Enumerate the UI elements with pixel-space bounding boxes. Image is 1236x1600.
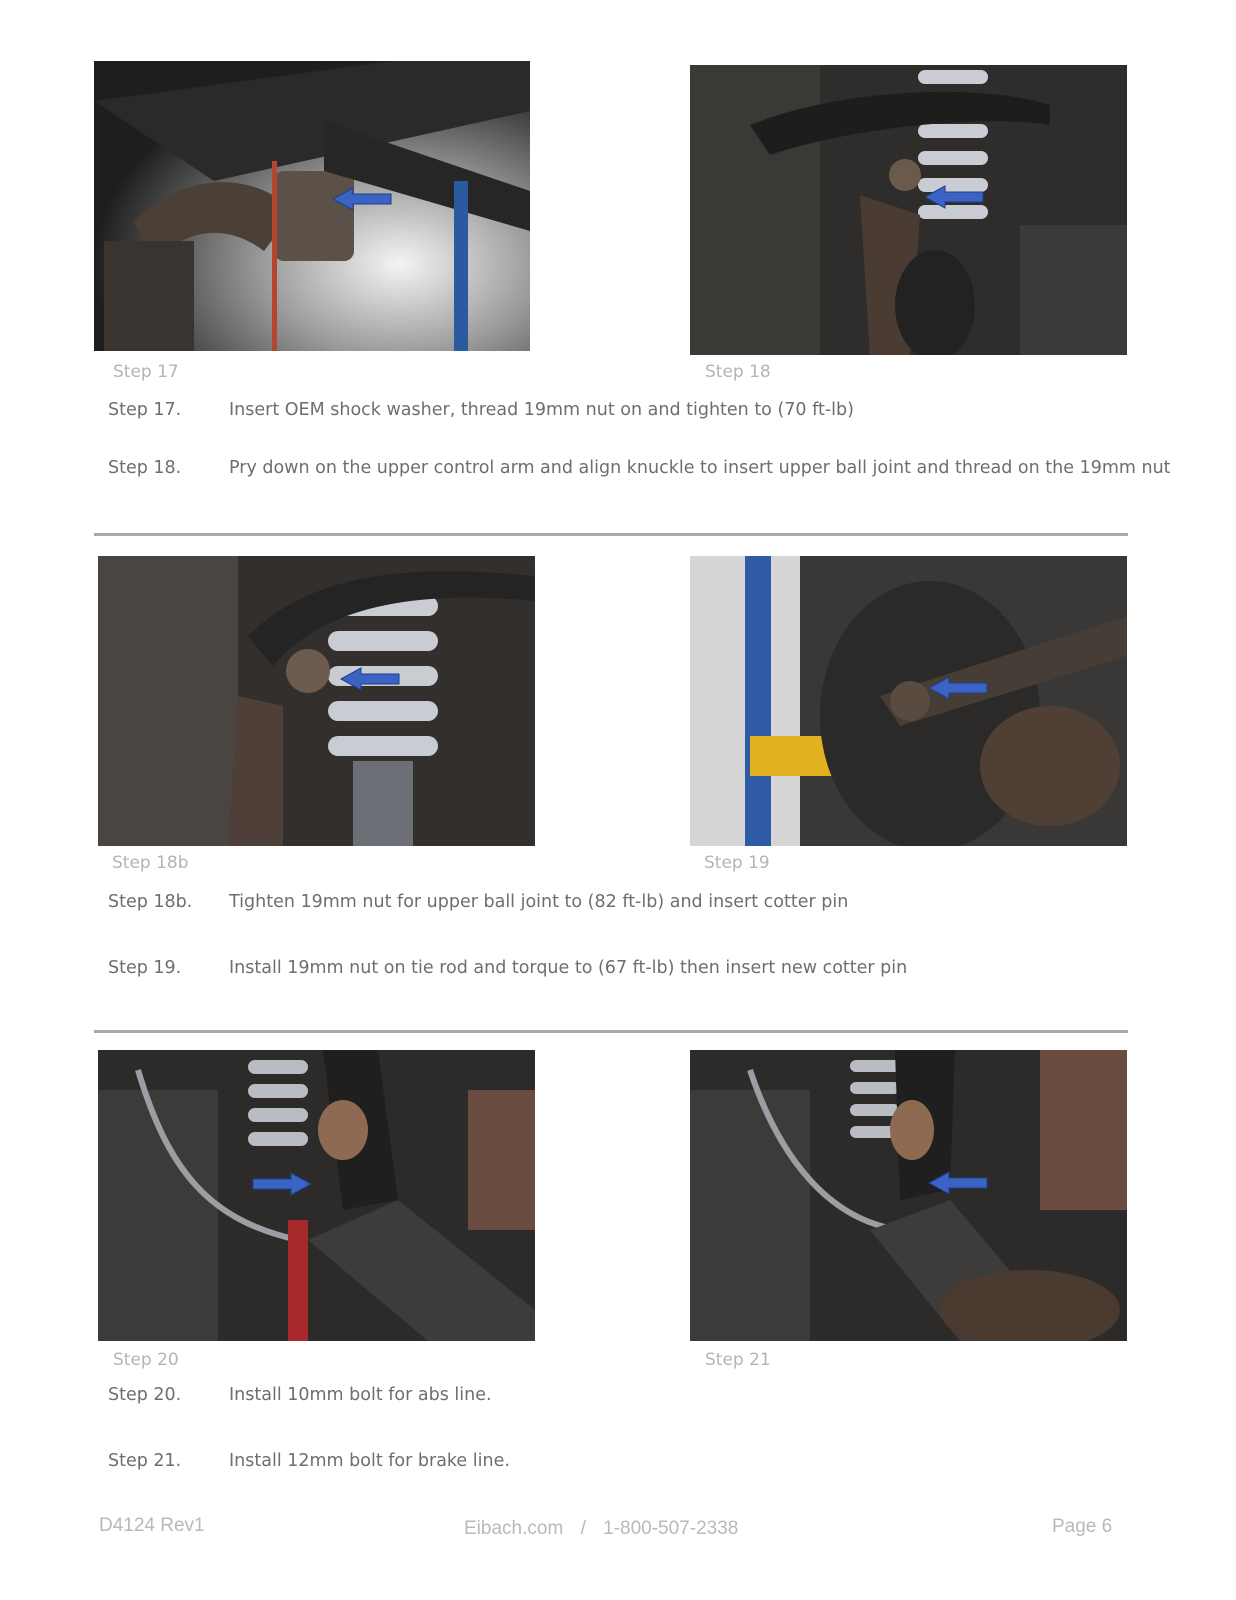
step-18b-caption: Step 18b <box>112 853 189 873</box>
step-text: Pry down on the upper control arm and align knuckle to insert upper ball joint and thread on the 19mm nut <box>229 458 1171 478</box>
step-17-instruction <box>108 400 854 420</box>
step-number: Step 18b. <box>108 892 193 912</box>
step-text: Insert OEM shock washer, thread 19mm nut on and tighten to (70 ft-lb) <box>229 400 854 420</box>
footer-separator: / <box>580 1518 586 1539</box>
step-20-instruction <box>108 1385 492 1405</box>
step-20-photo <box>98 1050 535 1341</box>
step-21-caption: Step 21 <box>705 1350 771 1370</box>
step-text: Install 19mm nut on tie rod and torque to (67 ft-lb) then insert new cotter pin <box>229 958 908 978</box>
step-number: Step 21. <box>108 1451 182 1471</box>
step-number: Step 18. <box>108 458 182 478</box>
step-text: Install 12mm bolt for brake line. <box>229 1451 510 1471</box>
step-text: Install 10mm bolt for abs line. <box>229 1385 492 1405</box>
step-19-photo <box>690 556 1127 846</box>
step-18b-instruction <box>108 892 848 912</box>
step-text: Tighten 19mm nut for upper ball joint to (82 ft-lb) and insert cotter pin <box>229 892 849 912</box>
section-divider <box>94 1030 1128 1033</box>
step-18-photo <box>690 65 1127 355</box>
step-19-instruction <box>108 958 907 978</box>
step-21-instruction <box>108 1451 510 1471</box>
step-20-caption: Step 20 <box>113 1350 179 1370</box>
step-number: Step 17. <box>108 400 182 420</box>
footer-page-number: Page 6 <box>1052 1516 1113 1537</box>
step-18-instruction <box>108 458 1171 478</box>
step-21-photo <box>690 1050 1127 1341</box>
step-18-caption: Step 18 <box>705 362 771 382</box>
step-17-caption: Step 17 <box>113 362 179 382</box>
footer-contact <box>464 1518 738 1540</box>
step-number: Step 19. <box>108 958 182 978</box>
step-19-caption: Step 19 <box>704 853 770 873</box>
footer-phone: 1-800-507-2338 <box>603 1518 739 1539</box>
footer-website[interactable]: Eibach.com <box>464 1518 564 1539</box>
section-divider <box>94 533 1128 536</box>
step-18b-photo <box>98 556 535 846</box>
step-number: Step 20. <box>108 1385 182 1405</box>
footer-doc-id: D4124 Rev1 <box>99 1515 205 1536</box>
step-17-photo <box>94 61 530 351</box>
